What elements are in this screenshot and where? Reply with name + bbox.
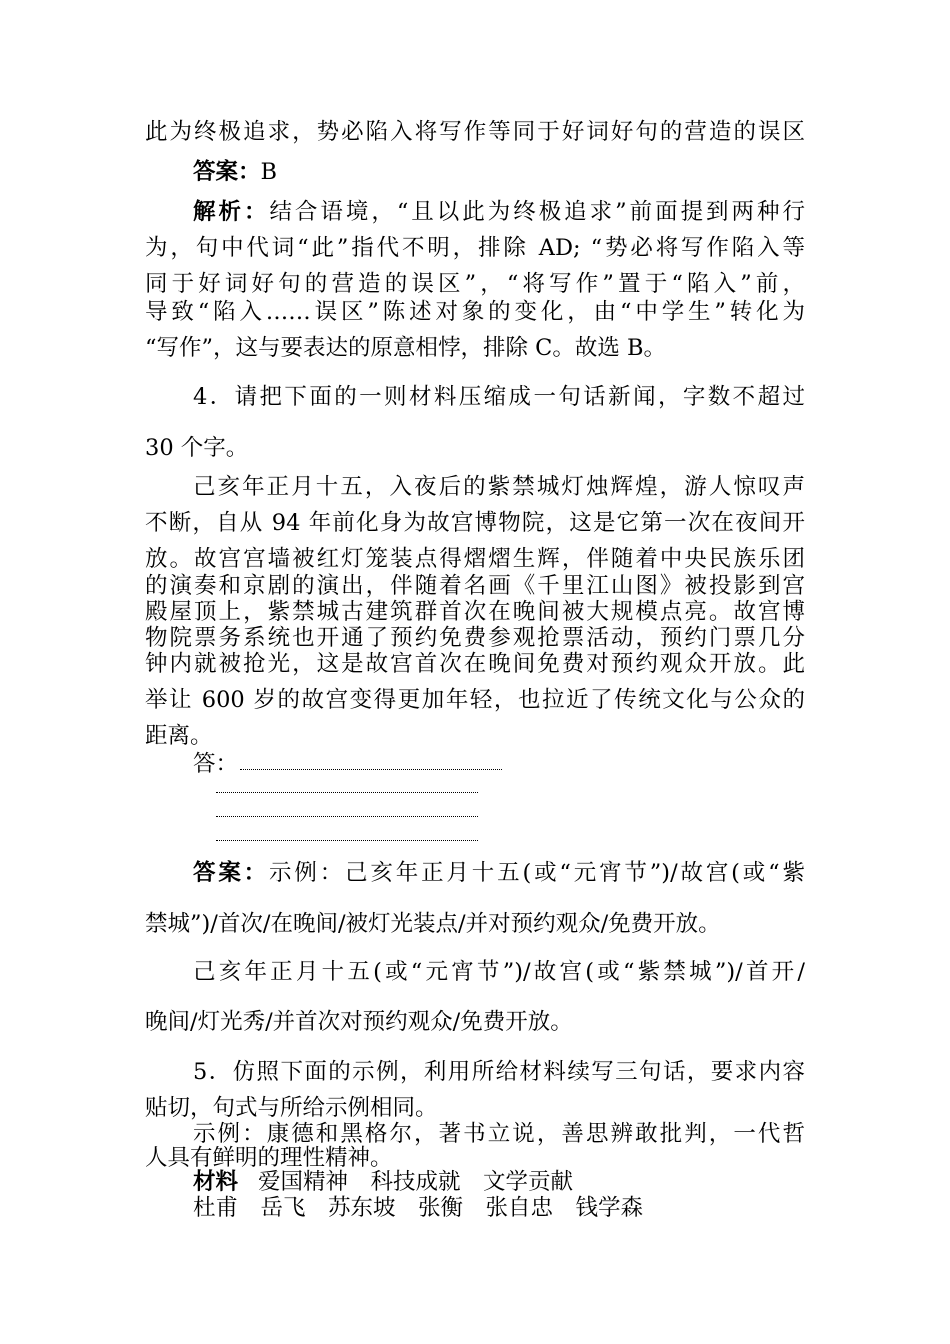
material-header-line bbox=[193, 1168, 573, 1196]
text-line: 同于好词好句的营造的误区”，“将写作”置于“陷入”前， bbox=[145, 271, 805, 297]
text-line: 禁城”)/首次/在晚间/被灯光装点/并对预约观众/免费开放。 bbox=[145, 911, 721, 937]
text-line: “写作”，这与要表达的原意相悖，排除 C。故选 B。 bbox=[145, 335, 667, 361]
material-line: 殿屋顶上，紫禁城古建筑群首次在晚间被大规模点亮。故宫博 bbox=[145, 599, 805, 625]
analysis-label: 解析： bbox=[193, 199, 270, 225]
material-line: 钟内就被抢光，这是故宫首次在晚间免费对预约观众开放。此 bbox=[145, 651, 805, 677]
question-4-line: 4．请把下面的一则材料压缩成一句话新闻，字数不超过 bbox=[193, 384, 805, 410]
answer-label: 答案： bbox=[193, 159, 261, 185]
material-items: 爱国精神 科技成就 文学贡献 bbox=[258, 1169, 574, 1195]
text-line: 人具有鲜明的理性精神。 bbox=[145, 1145, 393, 1171]
text-line: 30 个字。 bbox=[145, 435, 249, 461]
text-line: 己亥年正月十五(或“元宵节”)/故宫(或“紫禁城”)/首开/ bbox=[193, 959, 805, 985]
answer-blank-line[interactable] bbox=[216, 816, 478, 817]
text-line: 为，句中代词“此”指代不明，排除 AD; “势必将写作陷入等 bbox=[145, 235, 805, 261]
material-line: 物院票务系统也开通了预约免费参观抢票活动，预约门票几分 bbox=[145, 625, 805, 651]
answer-prompt: 答： bbox=[193, 751, 239, 777]
example-line: 示例：康德和黑格尔，著书立说，善思辨敢批判，一代哲 bbox=[193, 1121, 805, 1147]
text-line: 导致“陷入……误区”陈述对象的变化，由“中学生”转化为 bbox=[145, 299, 805, 325]
names-line: 杜甫 岳飞 苏东坡 张衡 张自忠 钱学森 bbox=[193, 1195, 644, 1221]
answer-blank-line[interactable] bbox=[216, 840, 478, 841]
answer-line bbox=[193, 158, 277, 186]
answer-line bbox=[193, 859, 805, 887]
material-line: 放。故宫宫墙被红灯笼装点得熠熠生辉，伴随着中央民族乐团 bbox=[145, 546, 805, 572]
material-line: 己亥年正月十五，入夜后的紫禁城灯烛辉煌，游人惊叹声 bbox=[193, 474, 805, 500]
answer-blank-line[interactable] bbox=[240, 769, 502, 770]
answer-label: 答案： bbox=[193, 860, 270, 886]
answer-blank-line[interactable] bbox=[216, 792, 478, 793]
material-line: 不断，自从 94 年前化身为故宫博物院，这是它第一次在夜间开 bbox=[145, 510, 805, 536]
text-line: 贴切，句式与所给示例相同。 bbox=[145, 1095, 438, 1121]
question-5-line: 5．仿照下面的示例，利用所给材料续写三句话，要求内容 bbox=[193, 1059, 805, 1085]
text-line: 晚间/灯光秀/并首次对预约观众/免费开放。 bbox=[145, 1009, 573, 1035]
text-line: 此为终极追求，势必陷入将写作等同于好词好句的营造的误区 bbox=[145, 119, 805, 145]
material-label: 材料 bbox=[193, 1169, 239, 1195]
analysis-text: 结合语境，“且以此为终极追求”前面提到两种行 bbox=[269, 199, 805, 225]
answer-text: B bbox=[260, 159, 278, 185]
material-line: 距离。 bbox=[145, 723, 213, 749]
analysis-line bbox=[193, 198, 805, 226]
answer-text: 示例：己亥年正月十五(或“元宵节”)/故宫(或“紫 bbox=[269, 860, 805, 886]
material-line: 的演奏和京剧的演出，伴随着名画《千里江山图》被投影到宫 bbox=[145, 573, 805, 599]
material-line: 举让 600 岁的故宫变得更加年轻，也拉近了传统文化与公众的 bbox=[145, 687, 805, 713]
